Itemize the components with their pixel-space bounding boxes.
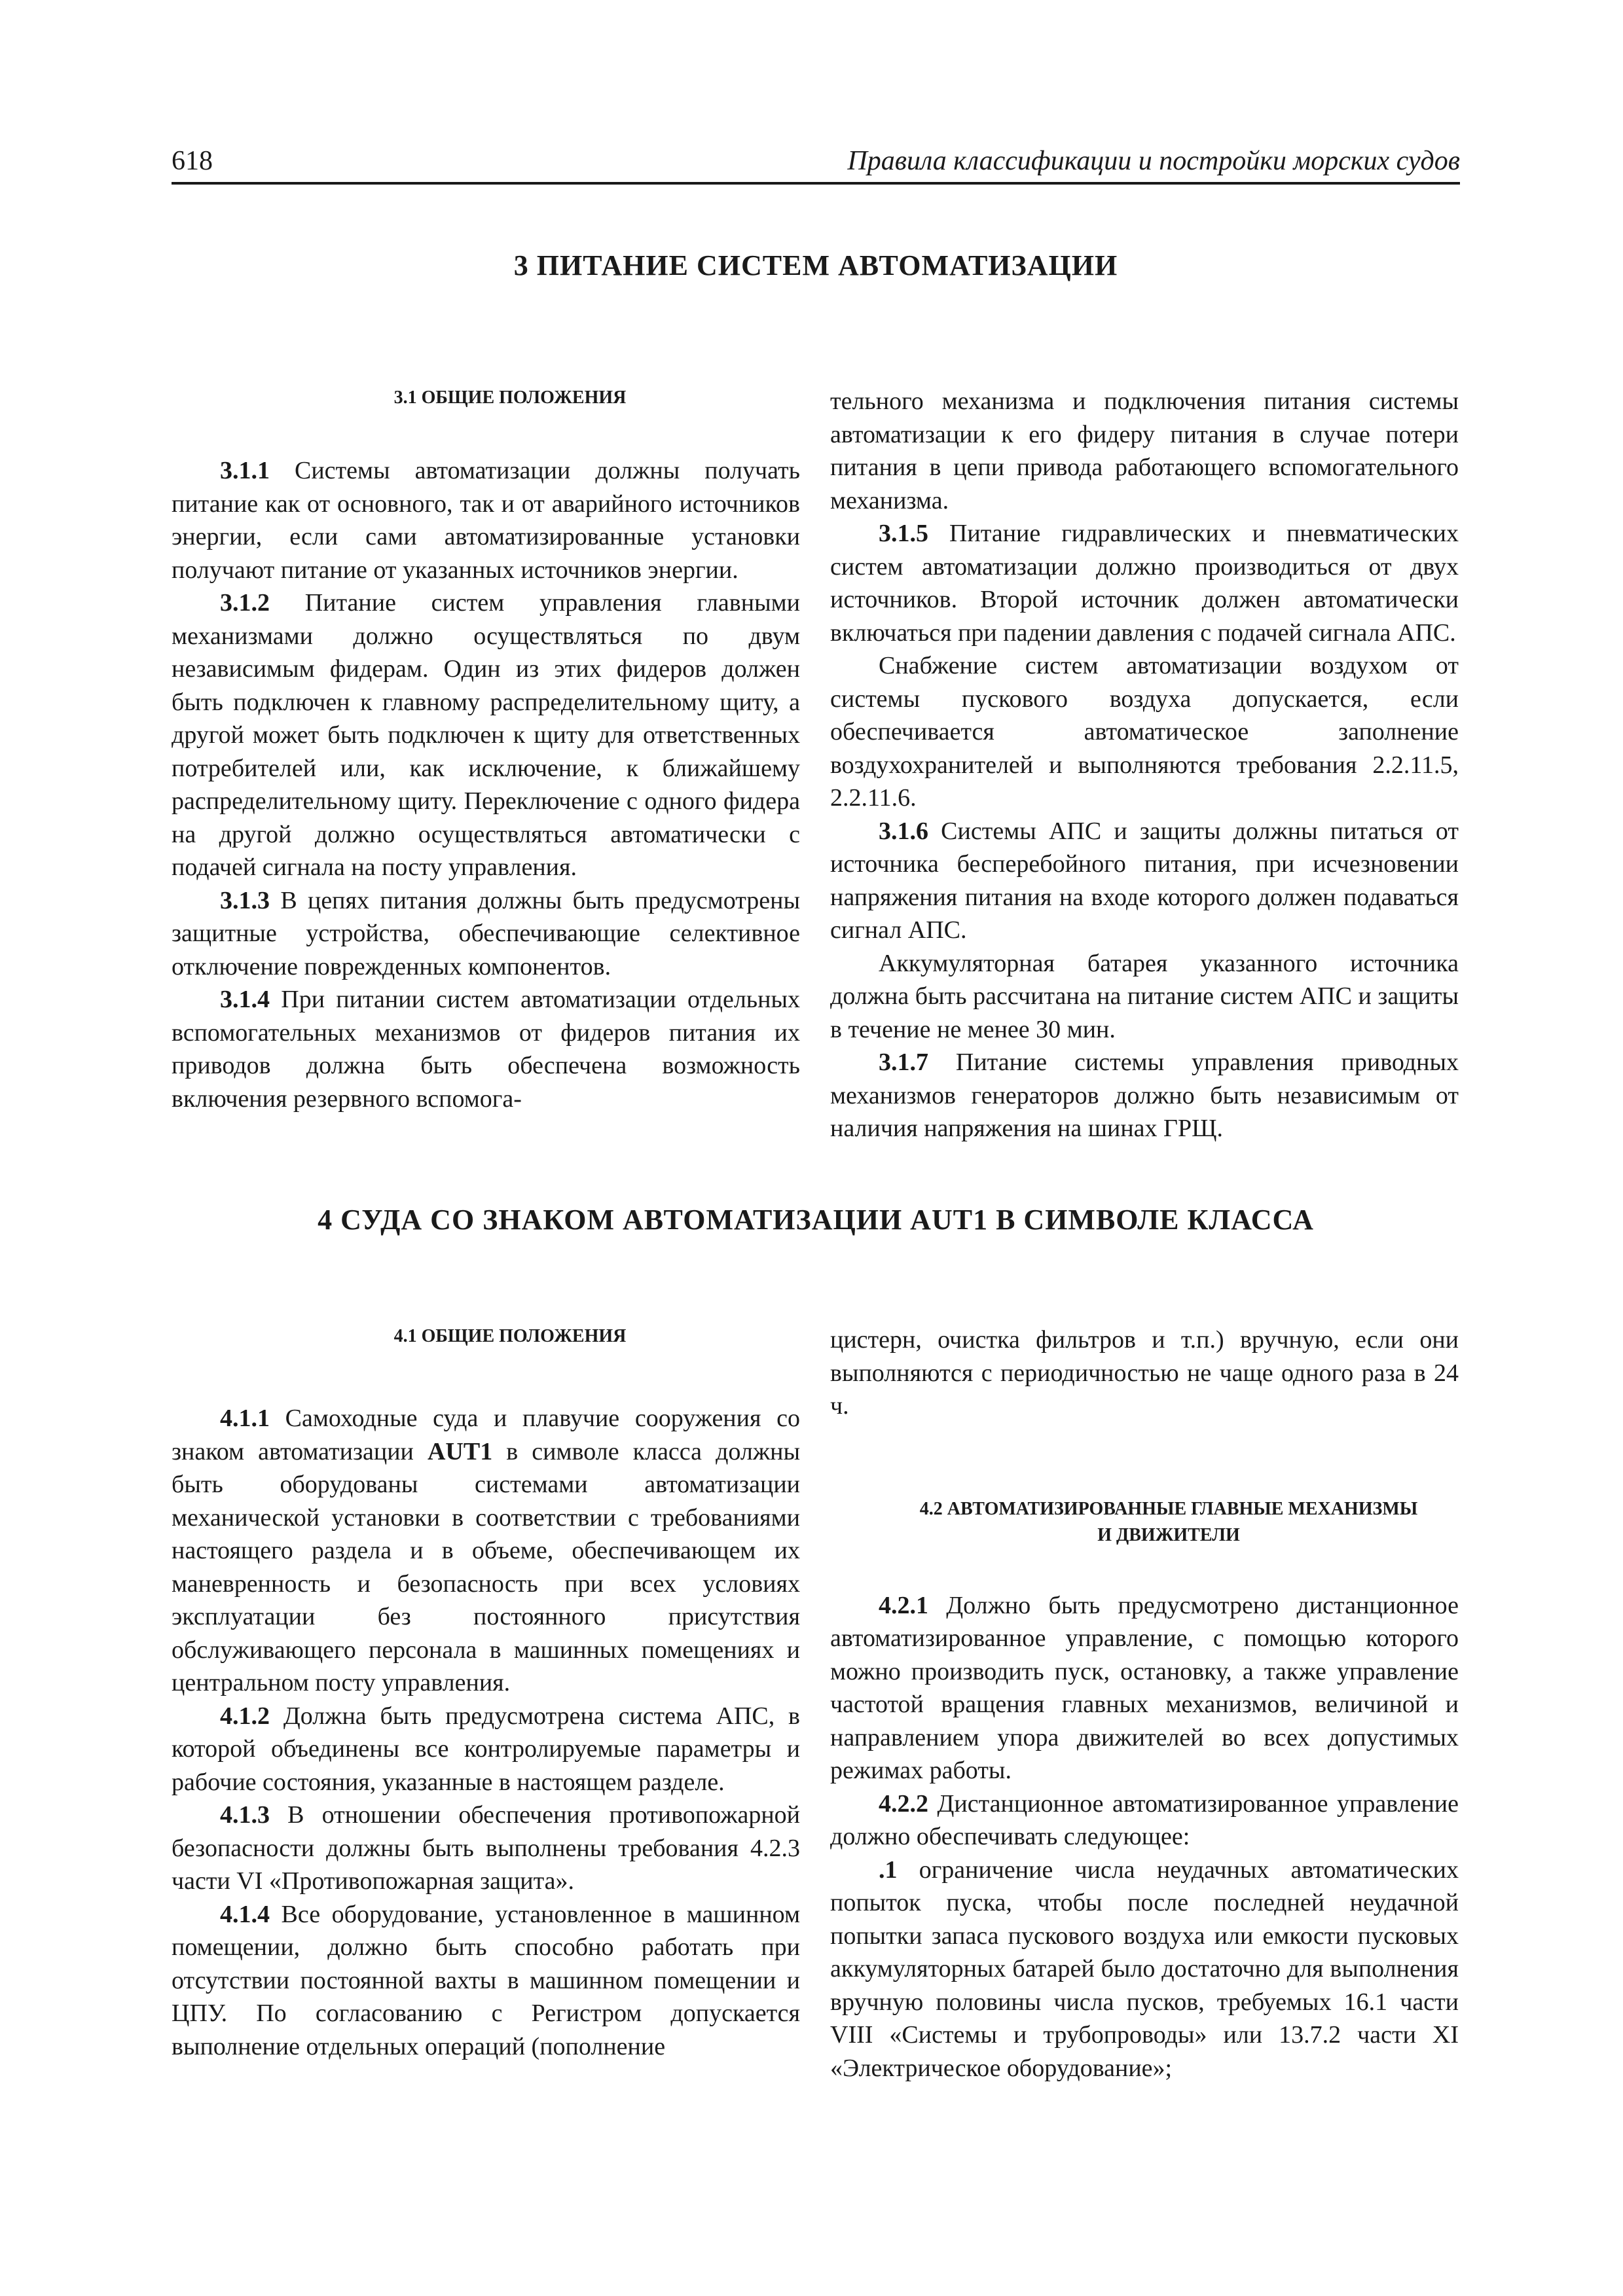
section-3-title: 3 ПИТАНИЕ СИСТЕМ АВТОМАТИЗАЦИИ: [513, 249, 1118, 281]
paragraph-text: В отношении обеспечения противопожарной безопасности должны быть выполнены требования 4.2.3 части VI «Противопожарная защита».: [172, 1801, 800, 1895]
page-number: 618: [172, 146, 213, 176]
paragraph-4-1-4: [172, 1898, 800, 2064]
paragraph-3-1-6: [830, 815, 1459, 947]
item-number: .1: [879, 1856, 898, 1884]
paragraph-text: в символе класса должны быть оборудованы системами автоматизации механической установки в соответствии с требованиями настоящего раздела и в объеме, обеспечивающем их маневренность и безопасность при всех условиях эксплуатации без постоянного присутствия обслуживающего персонала в машинных помещениях и центральном посту управления.: [172, 1437, 800, 1696]
paragraph-3-1-4-continued: тельного механизма и подключения питания системы автоматизации к его фидеру питания в случае потери питания в цепи привода работающего вспомогательного механизма.: [830, 387, 1459, 514]
clause-number: 4.1.1: [220, 1405, 270, 1432]
clause-number: 3.1.2: [220, 589, 270, 617]
clause-number: 4.2.2: [879, 1789, 928, 1818]
paragraph-3-1-3: [172, 884, 800, 984]
paragraph-3-1-5: [830, 517, 1459, 649]
paragraph-3-1-1: [172, 454, 800, 586]
section-3-right-column: [830, 385, 1459, 1145]
list-item-1: [830, 1854, 1459, 2085]
paragraph-text: ограничение числа неудачных автоматических попыток пуска, чтобы после последней неудачной попытки запаса пускового воздуха или емкости пусковых аккумуляторных батарей было достаточно для выполнения вручную половины числа пусков, требуемых 16.1 части VIII «Системы и трубопроводы» или 13.7.2 части XI «Электрическое оборудование»;: [830, 1856, 1459, 2082]
clause-number: 3.1.3: [220, 886, 270, 914]
clause-number: 3.1.4: [220, 986, 270, 1013]
paragraph-4-2-1: [830, 1589, 1459, 1787]
paragraph-3-1-5-second: Снабжение систем автоматизации воздухом от системы пускового воздуха допускается, если обеспечивается автоматическое заполнение воздухохранителей и выполняются требования 2.2.11.5, 2.2.11.6.: [830, 652, 1459, 812]
clause-number: 4.2.1: [879, 1591, 928, 1619]
paragraph-3-1-7: [830, 1046, 1459, 1145]
aut1-mark: AUT1: [427, 1437, 493, 1465]
clause-number: 3.1.5: [879, 520, 928, 547]
section-4-right-column: [830, 1323, 1459, 2085]
paragraph-text: Питание системы управления приводных механизмов генераторов должно быть независимым от наличия напряжения на шинах ГРЩ.: [830, 1049, 1459, 1142]
clause-number: 3.1.7: [879, 1049, 928, 1076]
paragraph-3-1-4: [172, 983, 800, 1115]
paragraph-text: Самоходные суда и плавучие сооружения со знаком автоматизации: [172, 1405, 800, 1465]
paragraph-text: Системы АПС и защиты должны питаться от источника бесперебойного питания, при исчезновении напряжения питания на входе которого должен подаваться сигнал АПС.: [830, 817, 1459, 944]
running-title: Правила классификации и постройки морских судов: [847, 146, 1460, 176]
subsection-4-2-heading-line-2: И ДВИЖИТЕЛИ: [1097, 1524, 1240, 1545]
paragraph-text: Должна быть предусмотрена система АПС, в которой объединены все контролируемые параметры и рабочие состояния, указанные в настоящем разделе.: [172, 1702, 800, 1796]
clause-number: 4.1.4: [220, 1900, 270, 1928]
paragraph-text: Дистанционное автоматизированное управление должно обеспечивать следующее:: [830, 1789, 1459, 1850]
paragraph-4-1-4-continued: цистерн, очистка фильтров и т.п.) вручную, если они выполняются с периодичностью не чаще одного раза в 24 ч.: [830, 1326, 1459, 1420]
paragraph-text: Питание систем управления главными механизмами должно осуществляться по двум независимым фидерам. Один из этих фидеров должен быть подключен к главному распределительному щиту, а другой может быть подключен к щиту для ответственных потребителей или, как исключение, к ближайшему распределительному щиту. Переключение с одного фидера на другой должно осуществляться автоматически с подачей сигнала на посту управления.: [172, 589, 800, 881]
paragraph-text: При питании систем автоматизации отдельных вспомогательных механизмов от фидеров питания их приводов должна быть обеспечена возможность включения резервного вспомога-: [172, 986, 800, 1113]
paragraph-4-1-1: [172, 1402, 800, 1700]
page-header: [172, 143, 1460, 185]
paragraph-4-1-2: [172, 1700, 800, 1799]
paragraph-text: Питание гидравлических и пневматических систем автоматизации должно производиться от двух источников. Второй источник должен автоматически включаться при падении давления с подачей сигнала АПС.: [830, 520, 1459, 647]
paragraph-text: Системы автоматизации должны получать питание как от основного, так и от аварийного источников энергии, если сами автоматизированные установки получают питание от указанных источников энергии.: [172, 457, 800, 584]
subsection-4-1-heading: 4.1 ОБЩИЕ ПОЛОЖЕНИЯ: [393, 1326, 627, 1346]
paragraph-4-2-2: [830, 1787, 1459, 1854]
clause-number: 4.1.3: [220, 1801, 270, 1829]
paragraph-3-1-2: [172, 586, 800, 884]
paragraph-text: Все оборудование, установленное в машинном помещении, должно быть способно работать при отсутствии постоянной вахты в машинном помещении и ЦПУ. По согласованию с Регистром допускается выполнение отдельных операций (пополнение: [172, 1900, 800, 2060]
subsection-3-1-heading: 3.1 ОБЩИЕ ПОЛОЖЕНИЯ: [393, 387, 627, 408]
paragraph-text: В цепях питания должны быть предусмотрены защитные устройства, обеспечивающие селективное отключение поврежденных компонентов.: [172, 886, 800, 980]
clause-number: 3.1.6: [879, 817, 928, 845]
section-4-left-column: [172, 1323, 800, 2063]
paragraph-3-1-6-second: Аккумуляторная батарея указанного источника должна быть рассчитана на питание систем АПС и защиты в течение не менее 30 мин.: [830, 949, 1459, 1043]
section-4-title: 4 СУДА СО ЗНАКОМ АВТОМАТИЗАЦИИ AUT1 В СИМВОЛЕ КЛАССА: [318, 1204, 1314, 1236]
paragraph-text: Должно быть предусмотрено дистанционное автоматизированное управление, с помощью которого можно производить пуск, остановку, а также управление частотой вращения главных механизмов, величиной и направлением упора движителей во всех допустимых режимах работы.: [830, 1591, 1459, 1784]
paragraph-4-1-3: [172, 1799, 800, 1898]
section-3-left-column: [172, 385, 800, 1115]
clause-number: 3.1.1: [220, 457, 270, 484]
subsection-4-2-heading-line-1: 4.2 АВТОМАТИЗИРОВАННЫЕ ГЛАВНЫЕ МЕХАНИЗМЫ: [919, 1498, 1418, 1519]
clause-number: 4.1.2: [220, 1702, 270, 1730]
